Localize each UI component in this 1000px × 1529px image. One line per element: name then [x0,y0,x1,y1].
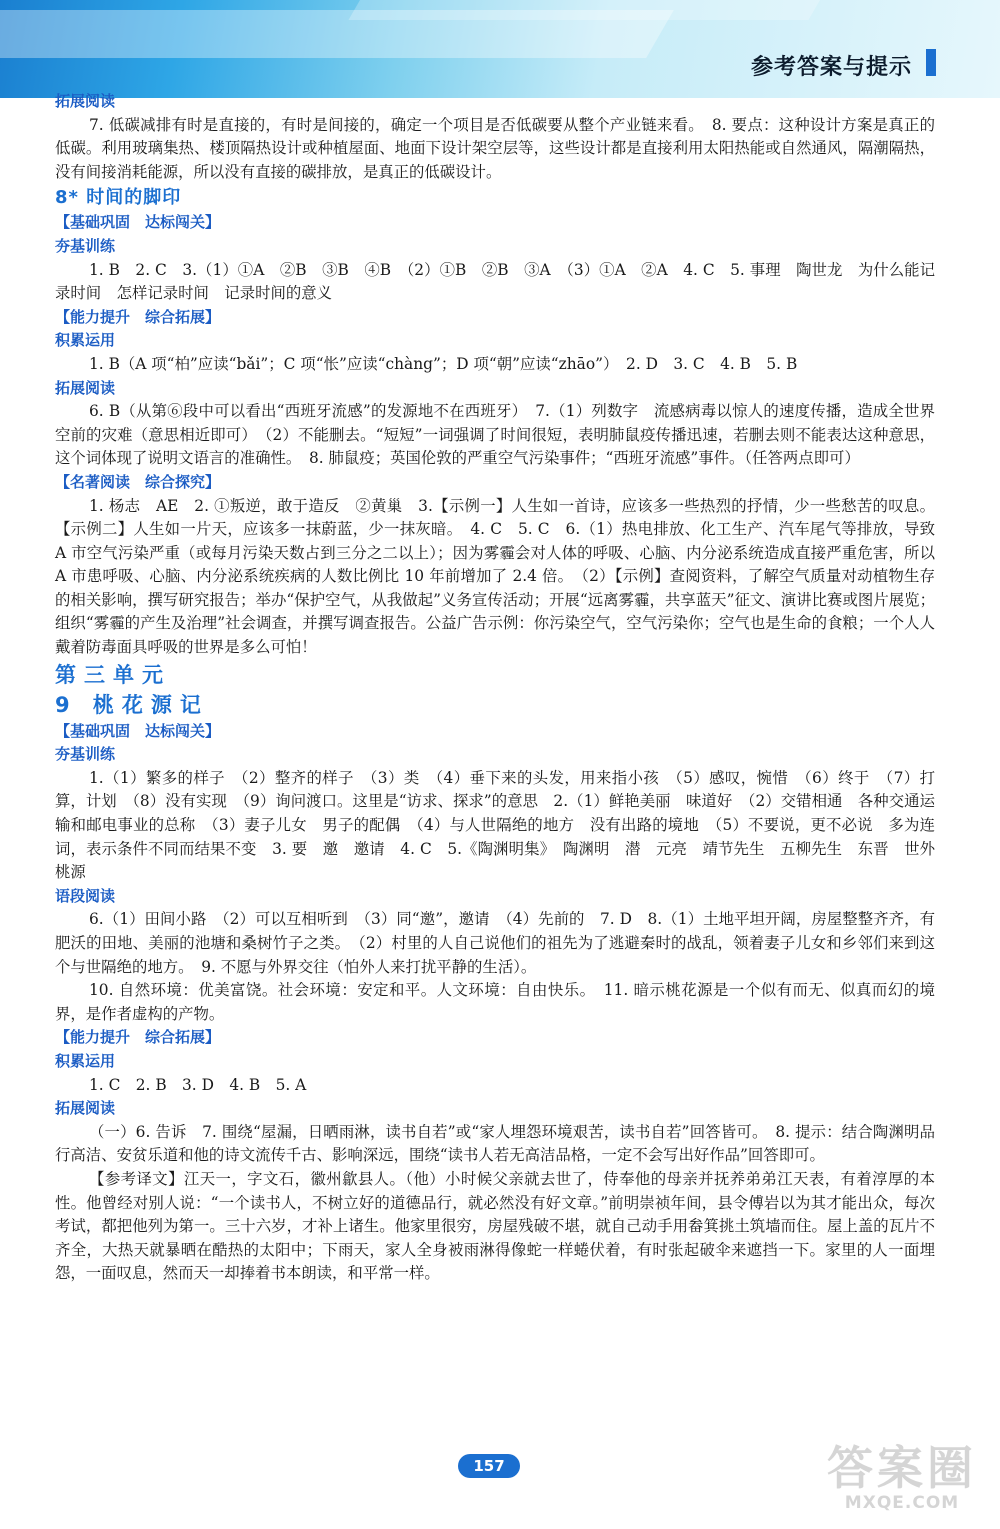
header-title: 参考答案与提示 [750,55,912,80]
answer-paragraph: 1. C 2. B 3. D 4. B 5. A [89,1075,307,1094]
header-decor-band-2 [348,0,831,20]
answer-paragraph: 1. 杨志 AE 2. ①叛逆，敢于造反 ②黄巢 3.【示例一】人生如一首诗，应该多一些热烈的抒情，少一些愁苦的叹息。【示例二】人生如一片天，应该多一抹蔚蓝，少一抹灰暗。 4. C 5. C 6.（1）热电排放、化工生产、汽车尾气等排放，导致 A 市空气污染严重（或每月污染天数占到三分之二以上）；因为雾霾会对人体的呼吸、心脑、内分泌系统造成直接严重危害，所以 A 市患呼吸、心脑、内分泌系统疾病的人数比例比 10 年前增加了 2.4 倍。 （2）【示例】查阅资料，了解空气质量对动植物生存的相关影响，撰写研究报告；举办“保护空气，从我做起”义务宣传活动；开展“远离雾霾，共享蓝天”征文、演讲比赛或图片展览；组织“雾霾的产生及治理”社会调查，并撰写调查报告。公益广告示例：你污染空气，空气污染你；空气也是生命的食粮；一个人人戴着防毒面具呼吸的世界是多么可怕！ [55,496,935,657]
answer-paragraph: 6.（1）田间小路 （2）可以互相听到 （3）同“邀”，邀请 （4）先前的 7. D 8.（1）土地平坦开阔，房屋整整齐齐，有肥沃的田地、美丽的池塘和桑树竹子之类。 （2）村里的人自己说他们的祖先为了逃避秦时的战乱，领着妻子儿女和乡邻们来到这个与世隔绝的地方。 9. 不愿与外界交往（怕外人来打扰平静的生活）。 [55,910,935,976]
section-label: 夯基训练 [55,745,116,764]
site-watermark-logo [812,1443,992,1515]
page-number: 157 [458,1454,520,1478]
answer-paragraph: 6. B（从第⑥段中可以看出“西班牙流感”的发源地不在西班牙） 7.（1）列数字 流感病毒以惊人的速度传播，造成全世界空前的灾难（意思相近即可） （2）不能删去。“短短”一词强调了时间很短，表明肺鼠疫传播迅速，若删去则不能表达这种意思，这个词体现了说明文语言的准确性。 8. 肺鼠疫；英国伦敦的严重空气污染事件；“西班牙流感”事件。（任答两点即可） [55,402,935,468]
page-header-banner [0,0,1000,98]
answer-paragraph: 1. B 2. C 3.（1）①A ②B ③B ④B （2）①B ②B ③A （3）①A ②A 4. C 5. 事理 陶世龙 为什么能记录时间 怎样记录时间 记录时间的意义 [55,260,935,303]
answer-content [55,90,935,1286]
watermark-text: 答案圈 [827,1441,977,1495]
watermark-url: MXQE.COM [844,1493,960,1513]
answer-paragraph: 1.（1）繁多的样子 （2）整齐的样子 （3）类 （4）垂下来的头发，用来指小孩 （5）感叹，惋惜 （6）终于 （7）打算，计划 （8）没有实现 （9）询问渡口。这里是“访求、探求”的意思 2.（1）鲜艳美丽 味道好 （2）交错相通 各种交通运输和邮电事业的总称 （3）妻子儿女 男子的配偶 （4）与人世隔绝的地方 没有出路的境地 （5）不要说，更不必说 多为连词，表示条件不同而结果不变 3. 要 邀 邀请 4. C 5.《陶渊明集》 陶渊明 潜 元亮 靖节先生 五柳先生 东晋 世外桃源 [55,768,935,882]
answer-paragraph: 1. B（A 项“柏”应读“bǎi”；C 项“怅”应读“chàng”；D 项“朝”应读“zhāo”） 2. D 3. C 4. B 5. B [89,354,798,373]
header-accent-bar [926,49,936,76]
section-label: 【名著阅读 综合探究】 [55,472,221,491]
answer-paragraph: 【参考译文】江天一，字文石，徽州歙县人。（他）小时候父亲就去世了，侍奉他的母亲并抚养弟弟江天表，有着淳厚的本性。他曾经对别人说：“一个读书人，不树立好的道德品行，就必然没有好文章。”前明崇祯年间，县令傅岩以为其才能出众，每次考试，都把他列为第一。三十六岁，才补上诸生。他家里很穷，房屋残破不堪，就自己动手用畚箕挑土筑墙而住。屋上盖的瓦片不齐全，大热天就暴晒在酷热的太阳中；下雨天，家人全身被雨淋得像蛇一样蜷伏着，有时张起破伞来遮挡一下。家里的人一面埋怨，一面叹息，然而天一却捧着书本朗读，和平常一样。 [55,1169,935,1283]
answer-paragraph: 7. 低碳减排有时是直接的，有时是间接的，确定一个项目是否低碳要从整个产业链来看。 8. 要点：这种设计方案是真正的低碳。利用玻璃集热、楼顶隔热设计或种植屋面、地面下设计架空层等，这些设计都是直接利用太阳热能或自然通风，隔潮隔热，没有间接消耗能源，所以没有直接的碳排放，是真正的低碳设计。 [55,115,935,181]
section-label: 拓展阅读 [55,1099,116,1118]
section-label: 语段阅读 [55,886,116,905]
unit-title: 第三单元 [55,662,171,687]
unit-title: 9 桃花源记 [55,692,209,717]
section-label: 【基础巩固 达标闯关】 [55,721,221,740]
section-label: 【能力提升 综合拓展】 [55,1028,221,1047]
section-label: 拓展阅读 [55,92,116,110]
answer-paragraph: 10. 自然环境：优美富饶。社会环境：安定和平。人文环境：自由快乐。 11. 暗示桃花源是一个似有而无、似真而幻的境界，是作者虚构的产物。 [55,981,935,1023]
section-label: 拓展阅读 [55,378,116,397]
section-label: 【基础巩固 达标闯关】 [55,213,221,232]
answer-paragraph: （一）6. 告诉 7. 围绕“屋漏，日晒雨淋，读书自若”或“家人埋怨环境艰苦，读书自若”回答皆可。 8. 提示：结合陶渊明品行高洁、安贫乐道和他的诗文流传千古、影响深远，围绕“读书人若无高洁品格，一定不会写出好作品”回答即可。 [55,1122,935,1165]
section-label: 积累运用 [55,331,116,350]
lesson-title: 8* 时间的脚印 [55,187,182,209]
section-label: 积累运用 [55,1051,116,1070]
section-label: 【能力提升 综合拓展】 [55,307,221,326]
section-label: 夯基训练 [55,236,116,255]
